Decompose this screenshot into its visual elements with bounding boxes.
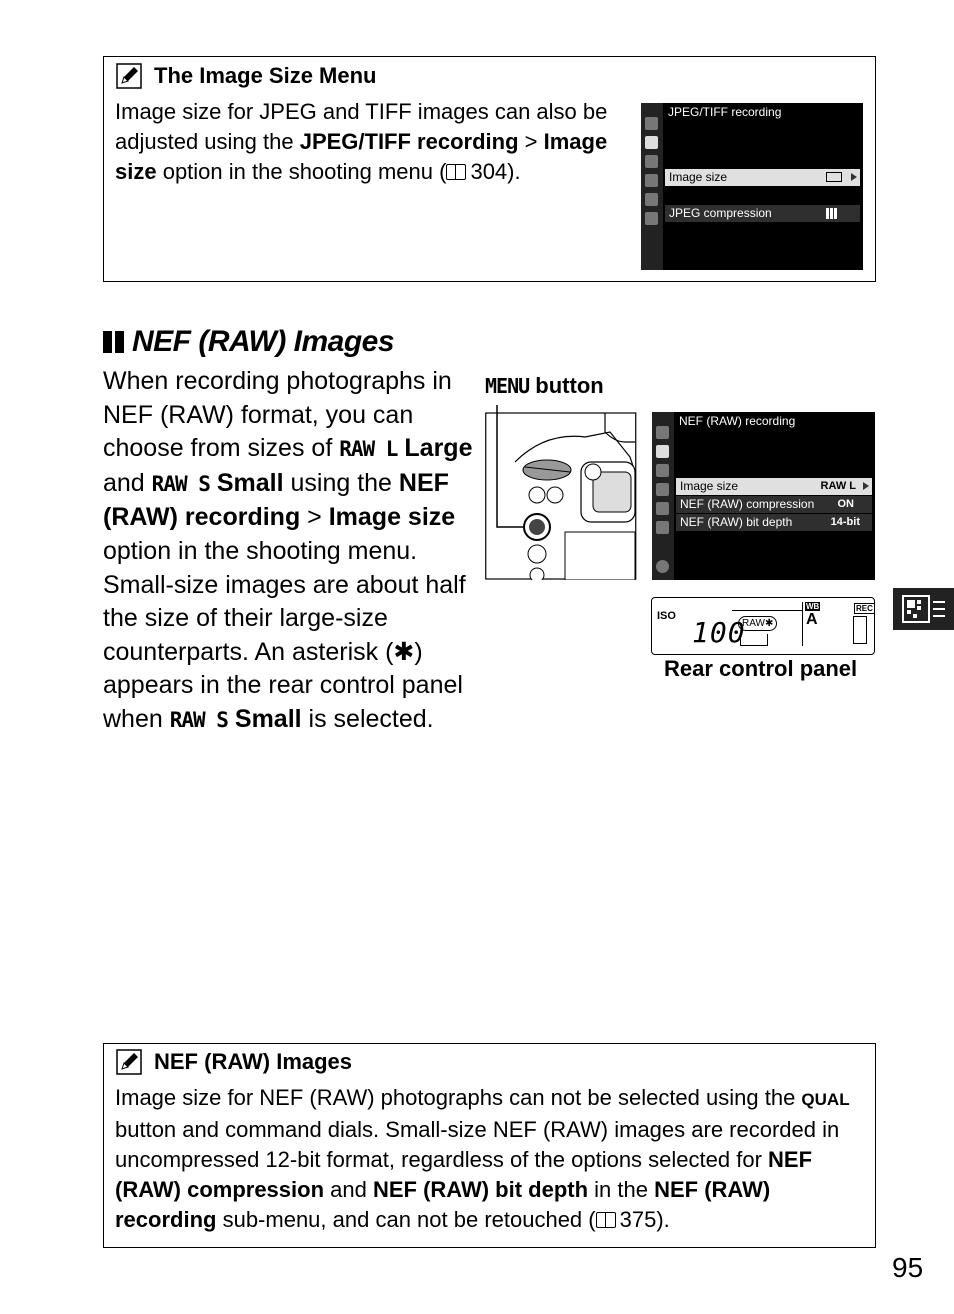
menu-row-jpeg-compression: JPEG compression [665, 205, 860, 222]
iso-label: ISO [657, 610, 676, 622]
image-size-icon [826, 172, 842, 182]
heading-marker-icon [115, 331, 124, 353]
nef-raw-recording-screen [652, 412, 875, 580]
heading-marker-icon [103, 331, 112, 353]
pencil-icon [116, 1049, 142, 1075]
panel-divider [802, 602, 803, 646]
menu-row-image-size: Image size [665, 169, 860, 186]
menu-row-nef-compression: NEF (RAW) compression ON [676, 496, 872, 513]
wrench-icon [645, 174, 658, 187]
camera-icon [656, 445, 669, 458]
raw-l-symbol: RAW L [339, 437, 398, 462]
menu-sidebar [652, 412, 674, 580]
panel-box [740, 634, 768, 646]
menu-sidebar [641, 103, 663, 270]
pencil-menu-icon [645, 155, 658, 168]
qual-button-label: QUAL [801, 1090, 850, 1109]
rear-panel-caption: Rear control panel [664, 656, 858, 681]
section-heading-text: NEF (RAW) Images [132, 325, 395, 358]
arrow-right-icon [863, 482, 869, 490]
wb-value: A [806, 611, 818, 628]
rec-label: REC [856, 604, 873, 613]
book-icon [596, 1212, 616, 1228]
my-menu-icon [656, 521, 669, 534]
menu-row-image-size: Image size RAW L [676, 478, 872, 495]
menu-button-label: MENU button [485, 373, 604, 398]
page-reference: 304 [470, 159, 508, 184]
section-body: When recording photographs in NEF (RAW) format, you can choose from sizes of RAW L Large and RAW S Small using the NEF (RAW) recording > Image size option in the shooting menu. Small-size images are about half the size of their large-size counterparts. An asterisk (✱) appears in the rear control panel when RAW S Small is selected. [103, 367, 473, 733]
shooting-menu-tab-icon [893, 588, 954, 630]
screen-title: NEF (RAW) recording [679, 414, 796, 428]
section-thumb-tab [893, 588, 954, 630]
asterisk-symbol: ✱ [393, 637, 415, 666]
raw-s-symbol: RAW S [169, 707, 228, 732]
help-icon [656, 560, 669, 573]
note-heading [116, 63, 377, 89]
arrow-right-icon [851, 173, 857, 181]
rec-box [853, 616, 867, 644]
iso-digits: 100 [692, 616, 746, 649]
section-heading [103, 325, 394, 359]
playback-icon [656, 426, 669, 439]
note-body: Image size for JPEG and TIFF images can also be adjusted using the JPEG/TIFF recording > Image size option in the shooting menu ( 304). [115, 99, 608, 184]
jpeg-tiff-recording-screen [641, 103, 863, 270]
screen-title: JPEG/TIFF recording [668, 105, 782, 119]
page-reference: 375 [619, 1207, 657, 1232]
compression-value: ON [837, 498, 854, 510]
playback-icon [645, 117, 658, 130]
wrench-icon [656, 483, 669, 496]
retouch-icon [645, 193, 658, 206]
wb-label: WB [806, 602, 820, 611]
camera-icon [645, 136, 658, 149]
book-icon [446, 164, 466, 180]
pencil-menu-icon [656, 464, 669, 477]
panel-top-rule [732, 610, 802, 611]
menu-row-nef-bit-depth: NEF (RAW) bit depth 14-bit [676, 514, 872, 531]
raw-s-symbol: RAW S [151, 471, 210, 496]
raw-badge: RAW✱ [738, 616, 777, 631]
page-number: 95 [892, 1252, 924, 1283]
note-heading [116, 1049, 352, 1075]
retouch-icon [656, 502, 669, 515]
compression-icon [826, 208, 838, 219]
pencil-icon [116, 63, 142, 89]
note-heading-text: The Image Size Menu [154, 63, 377, 88]
bit-depth-value: 14-bit [830, 516, 860, 528]
note-body: Image size for NEF (RAW) photographs can not be selected using the QUAL button and command dials. Small-size NEF (RAW) images are recorded in uncompressed 12-bit format, regardless of the options selected for NEF (RAW) compression and NEF (RAW) bit depth in the NEF (RAW) recording sub-menu, and can not be retouched ( 375). [115, 1085, 850, 1232]
note-heading-text: NEF (RAW) Images [154, 1049, 353, 1074]
my-menu-icon [645, 212, 658, 225]
rear-control-panel [651, 597, 875, 655]
camera-back-illustration [485, 402, 637, 580]
image-size-value: RAW L [820, 480, 856, 492]
